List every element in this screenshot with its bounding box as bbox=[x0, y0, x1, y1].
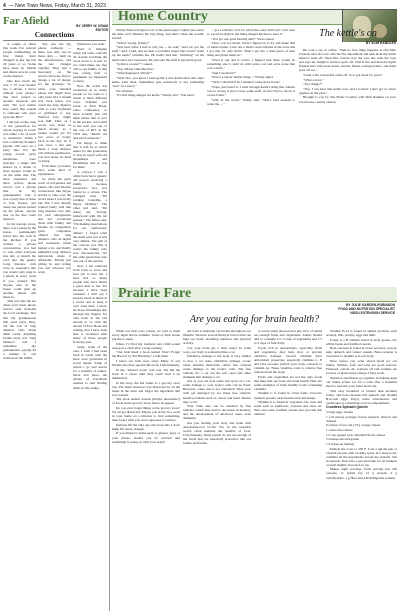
subtitle-rule bbox=[3, 40, 106, 41]
prairie-fare-title: Prairie Fare bbox=[118, 286, 192, 301]
recipe-title: Crustless Spinach Quiche bbox=[326, 405, 369, 410]
home-country-column-3: He took a sip of coffee. "Well-er, first thing happens is Old Man Johnson next door, he calls the fire department and tells them my kettle must've went off. Then Mrs. Garcia over the way, she calls the cops and says my neighbor alarm is goin' off. That is fire and then the lights flashed start with Lead down, and the Sirens waiting hollers, and them goes off too." "I had a fire bound that came off. So it got stuck for good." "What a story." "Two things?" "Yep. I can hear that kettle now, and I noticed I ain't got no more gophers in the yard." Brought to you by The Home Country with Slim Randles on your local house country station. bbox=[299, 48, 396, 104]
prairie-fare-byline: BY JULIE GARDEN-ROBINSON FOOD AND NUTRITION SPECIALIST NDSU EXTENSION SERVICE bbox=[338, 303, 395, 315]
recipe-nutrition: Makes eight servings. Each serving has 160 calories, 11 grams fat, 12 g protein, 4 g carbohydrate, 1 g fiber and 340 milligrams sodium. bbox=[326, 467, 397, 480]
section-divider bbox=[109, 11, 110, 611]
recipe-ingredient: 6 ounces of low-fat (1%) cottage cheese bbox=[326, 423, 381, 428]
home-country-column-2: ... got a whistler on it for when the water boils up? Can't hear it. I gotta be right in the thing-danged kitchen to hear it." "You got one gone hearing aids?" Steve asked. "Naw, cost too much. What I figured is to try and make that ol' kettle louder. I saw one a them coach whistles in the store and I got that for only $3.50. Then I got me a little piece of tube thing and glued them on." "Tried it out and it works. I figured that there would be something else I could do with some cost and extra noise that cost a buck." "And I needed it?" "Now's a whole 'nother thing..." Windy asked. "Well, I should I'll be a shamed 'cause those horns" "Nope, just heard it. I went through kettle's thing that whistle was so strong it had to have some stuff on and I had to shove it on the boiler." "Why in the world," Windy said, "That's loud enough to wake the ... " bbox=[207, 28, 295, 106]
prairie-fare-column-1: When our kids were young, we read to them every night before bedtime. Some of their books put me to sleep. Often, I'd find my husband and child sound asleep in a chair after a long evening. "Our kids liked a book named 'Don't Forget the Bacon!' by Pat Hutchins," I told them. I know our kids were okay. Many of our friends also have quoted this book. Unfortunately, In the "tattered book" was lost. We hid the book in a closet until they could read it by themselves. In the story, the kid walks to a grocery store trip. The main character was distracted by all the items in the store and forgot the ingredient that was wanted. The book named dozens (maybe thousands?) of foods in the grocery store, hence its appeal. Do you ever forget things at the grocery store? We all get distracted. Maybe you arrive in a room in your home on a mission to find something, then forget what you were supposed to retrieve. Perhaps I'm the only one who does this. I don't think I'm alone, though. If you misplace items such as glasses, keys or your phone, should you be worried that something is going on with your brain? bbox=[112, 329, 180, 444]
prairie-fare-headline: Are you eating for brain health? bbox=[189, 314, 320, 325]
far-afield-byline: BY JERRY W. KRAM EDITOR bbox=[76, 24, 108, 33]
recipe-ingredient: 5 large eggs, beaten bbox=[326, 410, 353, 415]
home-country-byline: BY SLIM RANDLES bbox=[365, 41, 396, 45]
far-afield-column-3: Whenever you want. Hard to imagine today, but video calls did all around watching the clock down to 9 p.m. so we could make our free call to our family or that rare young lady or gentleman we happened to fancy. Now the world has connected us so many people so we want to a dozen or more different ways. Whether you tweet, or Face Book, video conference, or even actually just call them phone that is now in the pocket, not bolted to the wall you can, at the cost of RTT in the 1979 suit, "Reach out and touch someone." I'm happy to think that it will be so much easier for this generation to stay in touch with old friendships and friendships that it was for mine. A cartoon I saw a while back had a generic old person receiving a family because everyone's face was buried in a screen. The youngest said, "I'm wishing Grandma a happy birthday." The other kid said, "I'm doing my biology homework with my lab partner." The father said, "I'm making reservations for our anniversary dinner." I forgot what the mom said, but it was very similar. The gist of the cartoon was that it wasn't the family who was disconnected, but the older generation who was out of the picture. Now I am removed from town to town and now job to new job. I have met so many people who have meant a great deal to me. Yet because I have been transient, I can't say I keep in touch as much as I could, and to keep it over even then, I know let those friendships slip through my fingers. It's only been in the last decade or so with the advent of Face Book and texting, that I have been able to reconnect with many of those people from my past. Sadly, some of the ones I wish I had been back in touch with the most were gravitated in social media. Some of whom I go and search for a handful of names. More and more, the advent of FaceBook seemed to start finding them on life online. bbox=[73, 42, 107, 390]
recipe-ingredient: 1 (10-ounce) package frozen spinach, thawed and drained bbox=[326, 414, 397, 423]
far-afield-column-2: Yes, yes, the big phone company — there was only one in those days — built on the infrastructure, and the rate changes together. They had a monopoly on the service and were able to charge a lot of money for the privilege. So when your standard phone bill might have only been $12 a month way back when, you could use long distance calls to your boyfriend or girlfriend to say, Watford City, might cost $48. That, as I recall, was about as much money as a farmer would get for two acres of barley back in the day. So if you were a kid and made a long distance call without permission, you had better be dead or dying. Even then, you better have some kind of explanation. So when the great wave of cell phones and phone calls and internet connections like Skype started to take over the world when I was in my late 30s, I was already trained pretty well that long distance was only for real emergencies and not occasional chats with family and friends. As competition grew, companies offered free long distance calls on nights and weekends, which helped a lot, and finally unlimited long distance nationwide made it affordable. Finally just giving in and letting you call whoever you want. bbox=[38, 42, 71, 274]
far-afield-column-1: A couple of times this week I've noticed people commenting on how things have changed in just the last 20 years or so. Some have been by friends and others were in posts on the internet. One that struck me was a "If your mother has a phone, I know without your phone." She then turned to another character and said, "Do you realize how weird that sounds to someone who grew up in the 80s?" I am just on the cusp of the generation for whom staying in touch was either a lot of work or expensive. When I was a child my mother's parents still were on a party line. For the young crowd, party telephones were typically a single line shared by a dozen or more houses would be on the same line. The most expensive and most private phone service was a private line. In my grandparents' case it was a party line of three or four houses, and when one person picked up the phone, anyone else on the line could listen in. In my teenage years, there was a phone in the house, permanently wired into the wall in the kitchen. If you wanted a private conversation, you had to wait until everyone else left, or stretch the cord into the pantry. Long distance calls were so expensive that you would only plug in a phone in every room if you wanted. But anyone else in the house could pick up another phone and listen in. That was also the era when your basic phone service only included the local exchange. Not that my grandparents still used party lines, but the cost of long distance calls made them costly. Anything farther away was "long distance" toll. I remember my grandparents paying $4 a minute to call relatives in the 1980s. bbox=[3, 42, 36, 360]
far-afield-title: Far Afield bbox=[3, 15, 49, 27]
page-number: 4 bbox=[3, 2, 6, 9]
prairie-fare-banner bbox=[112, 287, 397, 302]
home-country-column-1: Windy Wilson dropped over at the philosophy counter just about the time we'd finished the bag thing, and that's when the trouble started. "What's wrong, Windy?" "Was here feller I had to tell you ... he said, "And we got the stuff." And, I said, and we hear a screamer teapot that would "wake up the kettle" reminds me. He hadn't had that "whistling" on his kettle since he's been here. He just said the stuff is just plain good. "Is that a rooster?" I asked. "Yep. Windy talks like that." "What happened, Windy?" "Well, Doc, you know I been gettin' a new kettle since that other kettle went dead. Sometimes gets somebody to say something "nice" in a hurry." We all knew. "It's that thing-danged tea kettle," Windy said. "You know bbox=[112, 28, 204, 98]
prairie-fare-column-2: All want to maintain our brains throughout our lifetime. We have several lifestyle factors that can help our brain, including nutrition and physical activity. Can your brain get a little rusty? In some ways, our body is somewhat like a car. Oxidative damage to the body is very similar to how a car rusts. Oxidative damage occurs when harmful molecules called free radicals cause damage to the body's cells. The free radicals for a car are the salt, sand and other elements that damage a car. Just as you can treat some rust spots on a car, some damage to your body's cells can be fixed. However, some rust is not alleviated. Were your cells get damaged by too many free radicals, health problems such as cancer and heart disease may occur. Your brain also can be attacked by free radicals, which may lead to decreases in memory and the development of advanced cases, even dementia. Are you feeding your body and brain with antioxidant-rich foods? We, in the nutrition world, often mention the benefits of food. Unfortunately, many people do not eat enough of the foods that are especially protective like our bodies and brains. bbox=[183, 329, 251, 446]
home-country-headline: The kettle's on bbox=[319, 28, 377, 39]
page-header bbox=[3, 2, 397, 9]
publication-line: — New Town News, Friday, March 31, 2023 bbox=[8, 2, 106, 9]
recipe-ingredient: 2 tablespoons margarine bbox=[326, 437, 360, 442]
far-afield-subtitle: Connections bbox=[34, 30, 75, 39]
home-country-banner bbox=[112, 10, 342, 25]
recipe-ingredient: 1/2 cup pepper jack, shredded Swiss cheese bbox=[326, 432, 386, 437]
prairie-fare-column-3: A recent study showed that just 10% of adults eat enough fruits and vegetables. Adults should aim to consume 2 to 3 cups of vegetables and 1.5 to 2 cups of fruit daily. Foods rich in antioxidants, especially fruits and vegetables, may help slow or prevent oxidative damage. Several vitamins have antioxidant properties, especially vitamins C, E and beta-carotene (which your body converts to vitamin A). These vitamins work to remove free radicals from the body. Fruits and vegetables are not the only foods that help fuel our body and brain health. Here are some examples of brain healthy foods containing vitamins: Vitamin C is found in citrus fruits, broccoli, brussels sprouts, strawberries and cantaloupe. Vitamin E is found in vegetable oils, nuts and seeds such as sunflower, soybean and olive oil. Nuts and some fortified cereals also provide this nutrient. bbox=[254, 329, 322, 417]
recipe-ingredient: 1 ounce feta cheese bbox=[326, 428, 353, 433]
recipe-ingredient: 1/2 teaspoon nutmeg bbox=[326, 441, 355, 446]
recipe-directions: Preheat the oven to 350 F. Coat a quiche pan or 10-inch pie pan with cooking spray. In a large bowl, combine all the ingredients except the spinach. Stir in spinach. Pour into a pan and bake for 45 minutes or until slightly browned on top. bbox=[326, 446, 397, 467]
home-country-title: Home Country bbox=[118, 9, 208, 24]
prairie-fare-column-4: Vitamin B-12 is found in animal products such as meat, fish, poultry, eggs and milk. Folate is a B vitamin found in leafy greens, dry edible beans and fortified cereals. Beta-carotene is found in sweet potatoes, carrots, kale, spinach and winter squash. Beta-carotene is converted to vitamin A in our body. Now, before you order sliced bread for our brains. Salmon, trout and tuna are good sources. Flaxseed, canola oil, soybean oil and walnuts are sources of plant-based omega-3 fatty acids. Nutrition and fitness go together in helping keep our brains active. Go for a walk after a beautiful meal to exercise your brain and body. This easy breakfast or brunch dish includes folate- and beta-carotene-rich spinach and vitamin B12-rich eggs. Enjoy some strawberries and cantaloupe as a nutritious rich accompaniment. Crustless Spinach Quiche 5 large eggs, beaten 1 (10-ounce) package frozen spinach, thawed and drained 6 ounces of low-fat (1%) cottage cheese 1 ounce feta cheese 1/2 cup pepper jack, shredded Swiss cheese 2 tablespoons margarine 1/2 teaspoon nutmeg Preheat the oven to 350 F. Coat a quiche pan or 10-inch pie pan with cooking spray. In a large bowl, combine all the ingredients except the spinach. Stir in spinach. Pour into a pan and bake for 45 minutes or until slightly browned on top. Makes eight servings. Each serving has 160 calories, 11 grams fat, 12 g protein, 4 g carbohydrate, 1 g fiber and 340 milligrams sodium. bbox=[326, 329, 397, 480]
